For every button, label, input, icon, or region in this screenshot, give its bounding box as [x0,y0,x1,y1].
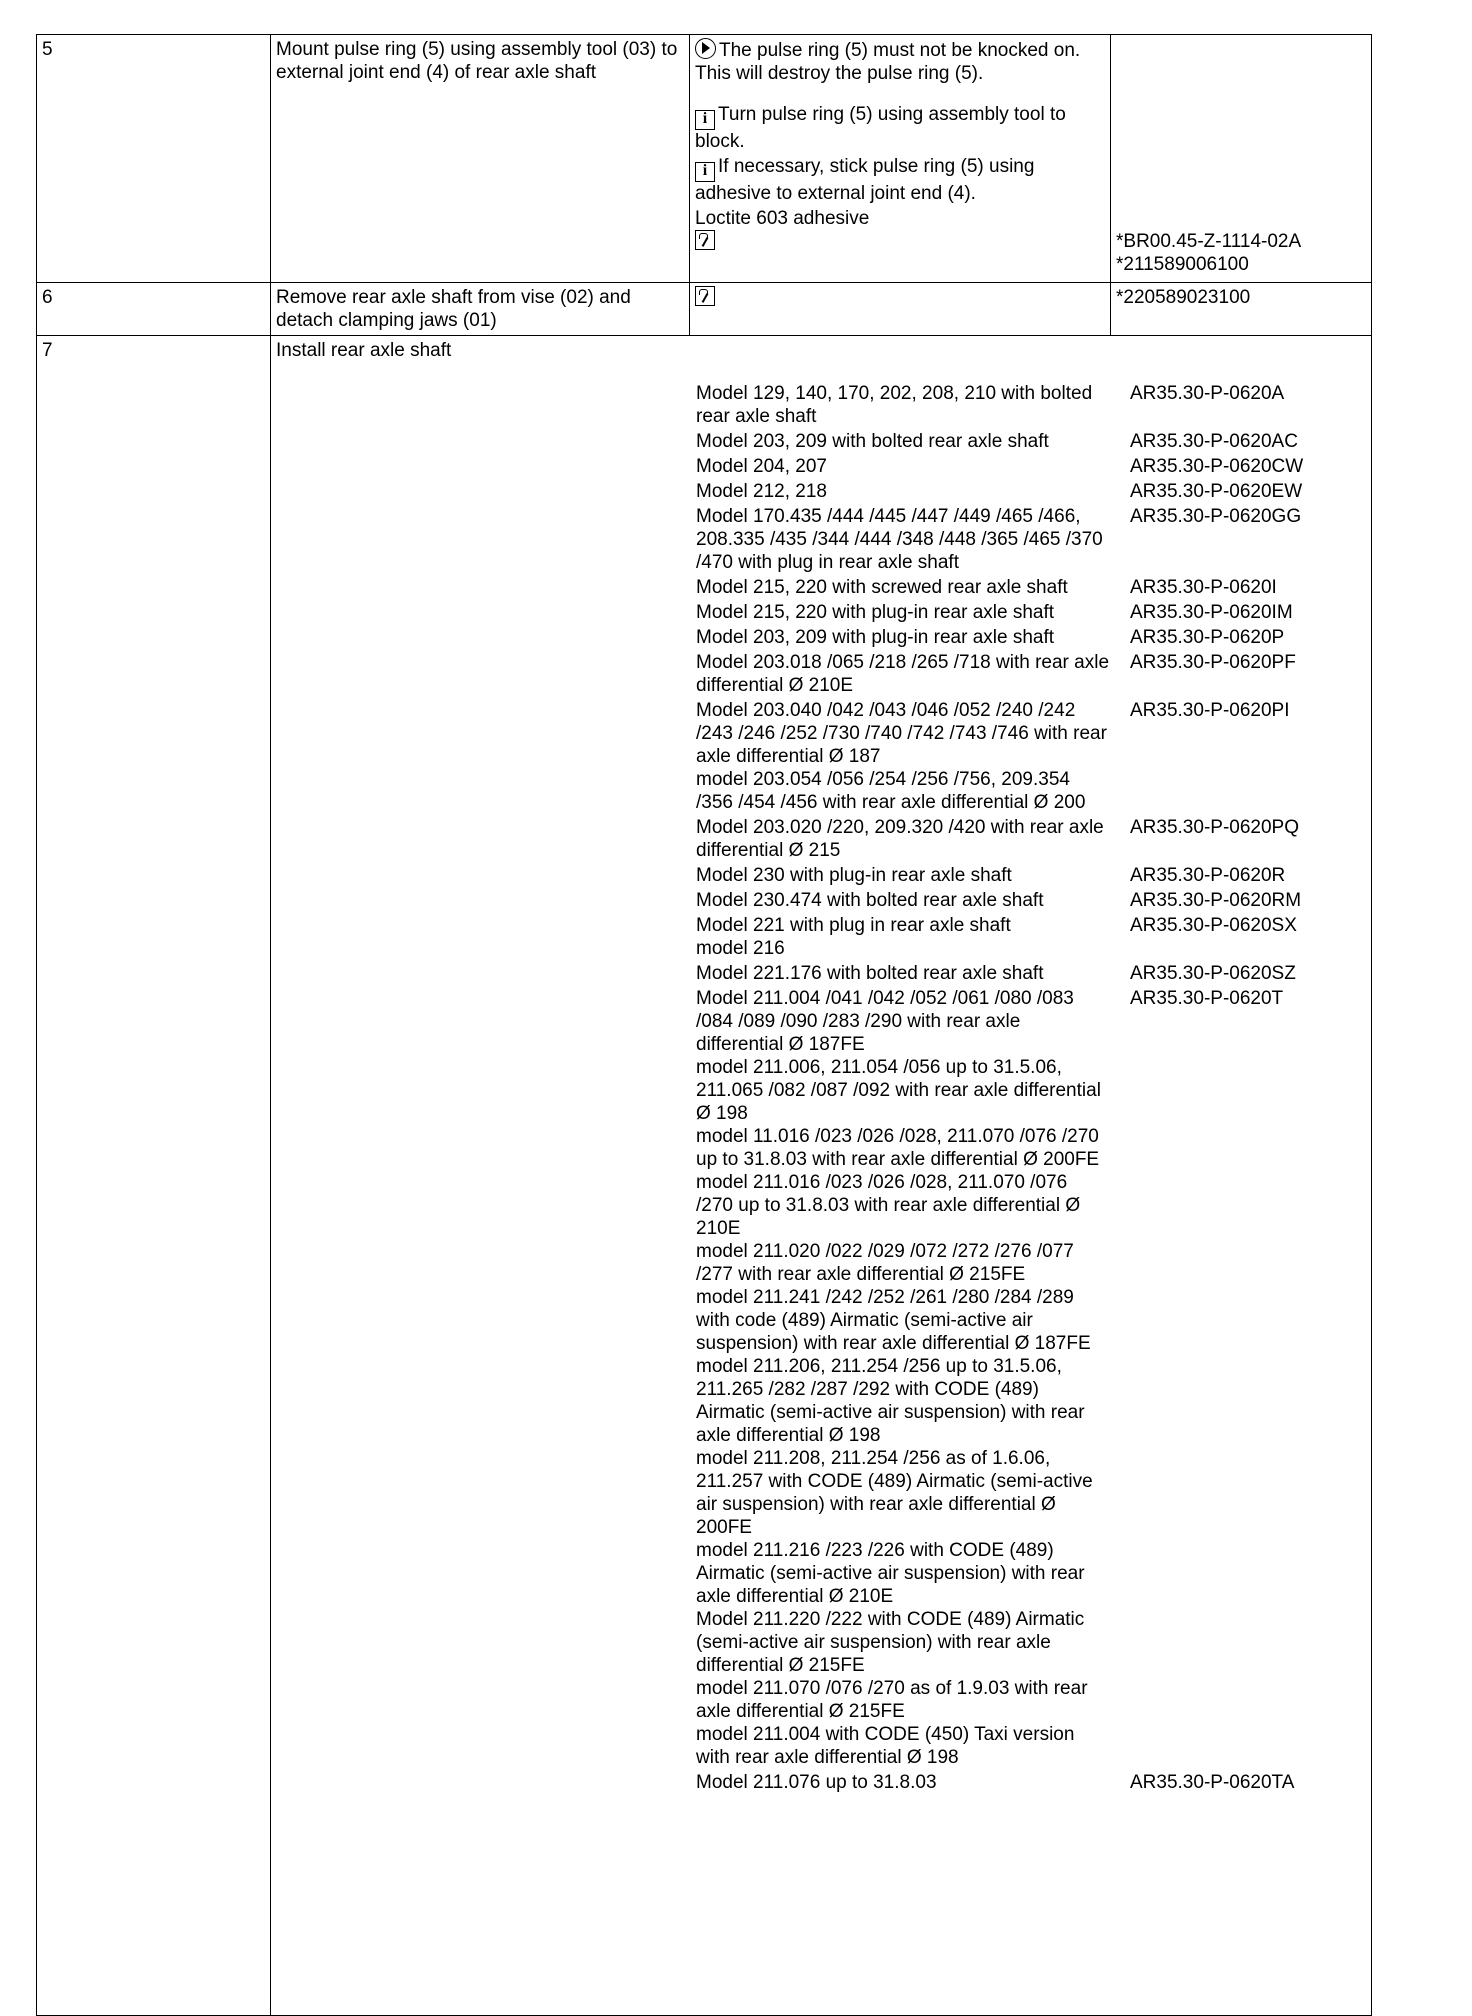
step-number: 5 [37,35,271,283]
model-description: Model 221.176 with bolted rear axle shaft [696,963,1044,984]
warning-icon [695,38,716,59]
reference-link[interactable]: AR35.30-P-0620SZ [1130,963,1296,984]
reference-link[interactable]: AR35.30-P-0620CW [1130,456,1304,477]
step-number: 6 [37,283,271,336]
model-description: Model 230.474 with bolted rear axle shaft [696,890,1044,911]
model-description: Model 215, 220 with screwed rear axle shaft [696,577,1068,598]
step-content [271,336,1372,2016]
model-description: Model 203, 209 with plug-in rear axle shaft [696,627,1055,648]
step-action: Mount pulse ring (5) using assembly tool (03) to external joint end (4) of rear axle shaft [271,35,690,283]
table-row-step-6 [37,283,1372,336]
model-entry [696,699,1367,814]
reference-link[interactable]: AR35.30-P-0620P [1130,627,1285,648]
model-description: Model 204, 207 [696,456,827,477]
material-text: Loctite 603 adhesive [695,208,870,229]
model-entry [696,889,1367,912]
model-description: Model 211.004 /041 /042 /052 /061 /080 /083 /084 /089 /090 /283 /290 with rear axle differential Ø 187FE model 211.006, 211.054 /056 up to 31.5.06, 211.065 /082 /087 /092 with rear axle differential Ø 198 model 11.016 /023 /026 /028, 211.070 /076 /270 up to 31.8.03 with rear axle differential Ø 200FE model 211.016 /023 /026 /028, 211.070 /076 /270 up to 31.8.03 with rear axle differential Ø 210E model 211.020 /022 /029 /072 /272 /276 /077 /277 with rear axle differential Ø 215FE model 211.241 /242 /252 /261 /280 /284 /289 with code (489) Airmatic (semi-active air suspension) with rear axle differential Ø 187FE model 211.206, 211.254 /256 up to 31.5.06, 211.265 /282 /287 /292 with CODE (489) Airmatic (semi-active air suspension) with rear axle differential Ø 198 model 211.208, 211.254 /256 as of 1.6.06, 211.257 with CODE (489) Airmatic (semi-active air suspension) with rear axle differential Ø 200FE model 211.216 /223 /226 with CODE (489) Airmatic (semi-active air suspension) with rear axle differential Ø 210E Model 211.220 /222 with CODE (489) Airmatic (semi-active air suspension) with rear axle differential Ø 215FE model 211.070 /076 /270 as of 1.9.03 with rear axle differential Ø 215FE model 211.004 with CODE (450) Taxi version with rear axle differential Ø 198 [696,988,1101,1768]
reference-link[interactable]: AR35.30-P-0620IM [1130,602,1293,623]
model-entry [696,914,1367,960]
model-entry [696,816,1367,862]
info-text: Turn pulse ring (5) using assembly tool to block. [695,104,1066,152]
reference-link[interactable]: AR35.30-P-0620A [1130,383,1285,404]
reference-link[interactable]: *220589023100 [1111,283,1372,336]
step-notes [690,35,1111,283]
reference-link[interactable]: AR35.30-P-0620PQ [1130,817,1299,838]
model-entry [696,601,1367,624]
model-list [696,382,1367,1794]
model-entry [696,505,1367,574]
reference-link[interactable]: AR35.30-P-0620PI [1130,700,1290,721]
info-text: If necessary, stick pulse ring (5) using adhesive to external joint end (4). [695,156,1035,204]
model-entry [696,864,1367,887]
model-description: Model 203.018 /065 /218 /265 /718 with rear axle differential Ø 210E [696,652,1110,696]
reference-cell [1111,35,1372,283]
model-entry [696,651,1367,697]
model-description: Model 211.076 up to 31.8.03 [696,1772,937,1793]
model-description: Model 170.435 /444 /445 /447 /449 /465 /466, 208.335 /435 /344 /444 /348 /448 /365 /465 /370 /470 with plug in rear axle shaft [696,506,1103,573]
info-note [695,103,1106,153]
reference-link[interactable]: AR35.30-P-0620I [1130,577,1277,598]
table-row-step-7 [37,336,1372,2016]
model-entry [696,962,1367,985]
step-action: Remove rear axle shaft from vise (02) and detach clamping jaws (01) [271,283,690,336]
model-description: Model 203, 209 with bolted rear axle shaft [696,431,1049,452]
table-row-step-5 [37,35,1372,283]
model-entry [696,382,1367,428]
special-tool-icon [695,230,715,250]
reference-link[interactable]: AR35.30-P-0620TA [1130,1772,1295,1793]
info-note [695,155,1106,205]
reference-link[interactable]: AR35.30-P-0620EW [1130,481,1303,502]
info-icon [695,162,715,182]
reference-link[interactable]: AR35.30-P-0620GG [1130,506,1302,527]
model-entry [696,626,1367,649]
reference-link[interactable]: AR35.30-P-0620PF [1130,652,1296,673]
model-description: Model 129, 140, 170, 202, 208, 210 with bolted rear axle shaft [696,383,1093,427]
model-description: Model 203.040 /042 /043 /046 /052 /240 /242 /243 /246 /252 /730 /740 /742 /743 /746 with rear axle differential Ø 187 model 203.054 /056 /254 /256 /756, 209.354 /356 /454 /456 with rear axle differential Ø 200 [696,700,1107,813]
step-notes [690,283,1111,336]
step-number: 7 [37,336,271,2016]
model-entry [696,1771,1367,1794]
model-entry [696,480,1367,503]
reference-link[interactable]: AR35.30-P-0620SX [1130,915,1297,936]
warning-note [695,38,1106,85]
model-entry [696,987,1367,1769]
reference-link[interactable]: AR35.30-P-0620R [1130,865,1286,886]
warning-text: The pulse ring (5) must not be knocked on. This will destroy the pulse ring (5). [695,40,1081,84]
model-entry [696,576,1367,599]
procedure-table [36,34,1372,2016]
info-icon [695,110,715,130]
reference-link[interactable]: AR35.30-P-0620RM [1130,890,1302,911]
model-description: Model 203.020 /220, 209.320 /420 with rear axle differential Ø 215 [696,817,1104,861]
special-tool-icon [695,286,715,306]
step-action: Install rear axle shaft [276,340,452,361]
reference-link[interactable]: AR35.30-P-0620AC [1130,431,1298,452]
model-entry [696,455,1367,478]
model-description: Model 230 with plug-in rear axle shaft [696,865,1012,886]
model-entry [696,430,1367,453]
reference-link[interactable]: *211589006100 [1116,254,1249,275]
reference-link[interactable]: *BR00.45-Z-1114-02A [1116,231,1302,252]
model-description: Model 212, 218 [696,481,827,502]
model-description: Model 215, 220 with plug-in rear axle shaft [696,602,1055,623]
model-description: Model 221 with plug in rear axle shaft model 216 [696,915,1011,959]
special-tool-note [695,230,1106,253]
reference-link[interactable]: AR35.30-P-0620T [1130,988,1284,1009]
